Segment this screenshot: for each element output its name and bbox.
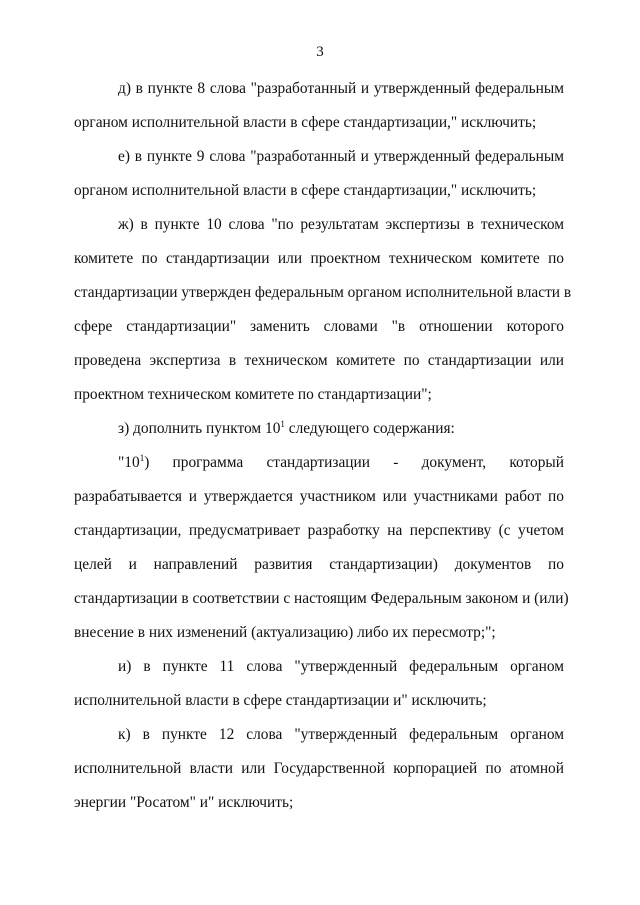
paragraph-z <box>74 412 564 446</box>
paragraph-z-superscript: 1 <box>280 418 285 429</box>
paragraph-e <box>74 140 564 208</box>
paragraph-e-line-1: е) в пункте 9 слова "разработанный и утвержденный федеральным <box>118 148 564 165</box>
paragraph-quote-line-2: разрабатывается и утверждается участником или участниками работ по <box>74 488 564 505</box>
paragraph-k <box>74 718 564 820</box>
paragraph-quote-text-before: "10 <box>118 454 140 471</box>
paragraph-d-line-1: д) в пункте 8 слова "разработанный и утвержденный федеральным <box>118 80 564 97</box>
paragraph-quote-line-4: целей и направлений развития стандартизации) документов по <box>74 556 564 573</box>
paragraph-d-line-2: органом исполнительной власти в сфере стандартизации," исключить; <box>74 114 537 131</box>
paragraph-zh-line-2: комитете по стандартизации или проектном техническом комитете по <box>74 250 564 267</box>
paragraph-zh-line-6: проектном техническом комитете по стандартизации"; <box>74 386 432 403</box>
paragraph-zh-line-5: проведена экспертиза в техническом комитете по стандартизации или <box>74 352 564 369</box>
paragraph-z-text-before: з) дополнить пунктом 10 <box>118 420 281 437</box>
paragraph-e-line-2: органом исполнительной власти в сфере стандартизации," исключить; <box>74 182 537 199</box>
paragraph-z-text-after: следующего содержания: <box>284 420 455 437</box>
paragraph-quote-line-1 <box>74 446 564 480</box>
paragraph-zh-line-3: стандартизации утвержден федеральным органом исполнительной власти в <box>74 284 572 301</box>
paragraph-quote-line-3: стандартизации, предусматривает разработку на перспективу (с учетом <box>74 522 564 539</box>
paragraph-k-line-3: энергии "Росатом" и" исключить; <box>74 794 294 811</box>
paragraph-d <box>74 72 564 140</box>
paragraph-quote <box>74 446 569 650</box>
paragraph-quote-line-6: внесение в них изменений (актуализацию) либо их пересмотр;"; <box>74 624 496 641</box>
paragraph-z-line-1 <box>74 412 564 446</box>
paragraph-i <box>74 650 564 718</box>
paragraph-quote-superscript: 1 <box>139 452 145 463</box>
page-number: 3 <box>316 44 324 60</box>
paragraph-k-line-2: исполнительной власти или Государственной корпорацией по атомной <box>74 760 564 777</box>
paragraph-i-line-1: и) в пункте 11 слова "утвержденный федеральным органом <box>118 658 564 675</box>
paragraph-k-line-1: к) в пункте 12 слова "утвержденный федеральным органом <box>118 726 564 743</box>
paragraph-zh-line-1: ж) в пункте 10 слова "по результатам экспертизы в техническом <box>118 216 564 233</box>
document-body <box>74 72 572 820</box>
paragraph-i-line-2: исполнительной власти в сфере стандартизации и" исключить; <box>74 692 487 709</box>
paragraph-zh-line-4: сфере стандартизации" заменить словами "в отношении которого <box>74 318 564 335</box>
paragraph-quote-line-5: стандартизации в соответствии с настоящим Федеральным законом и (или) <box>74 590 569 607</box>
paragraph-zh <box>74 208 572 412</box>
paragraph-quote-text-after: ) программа стандартизации - документ, который <box>144 454 564 471</box>
